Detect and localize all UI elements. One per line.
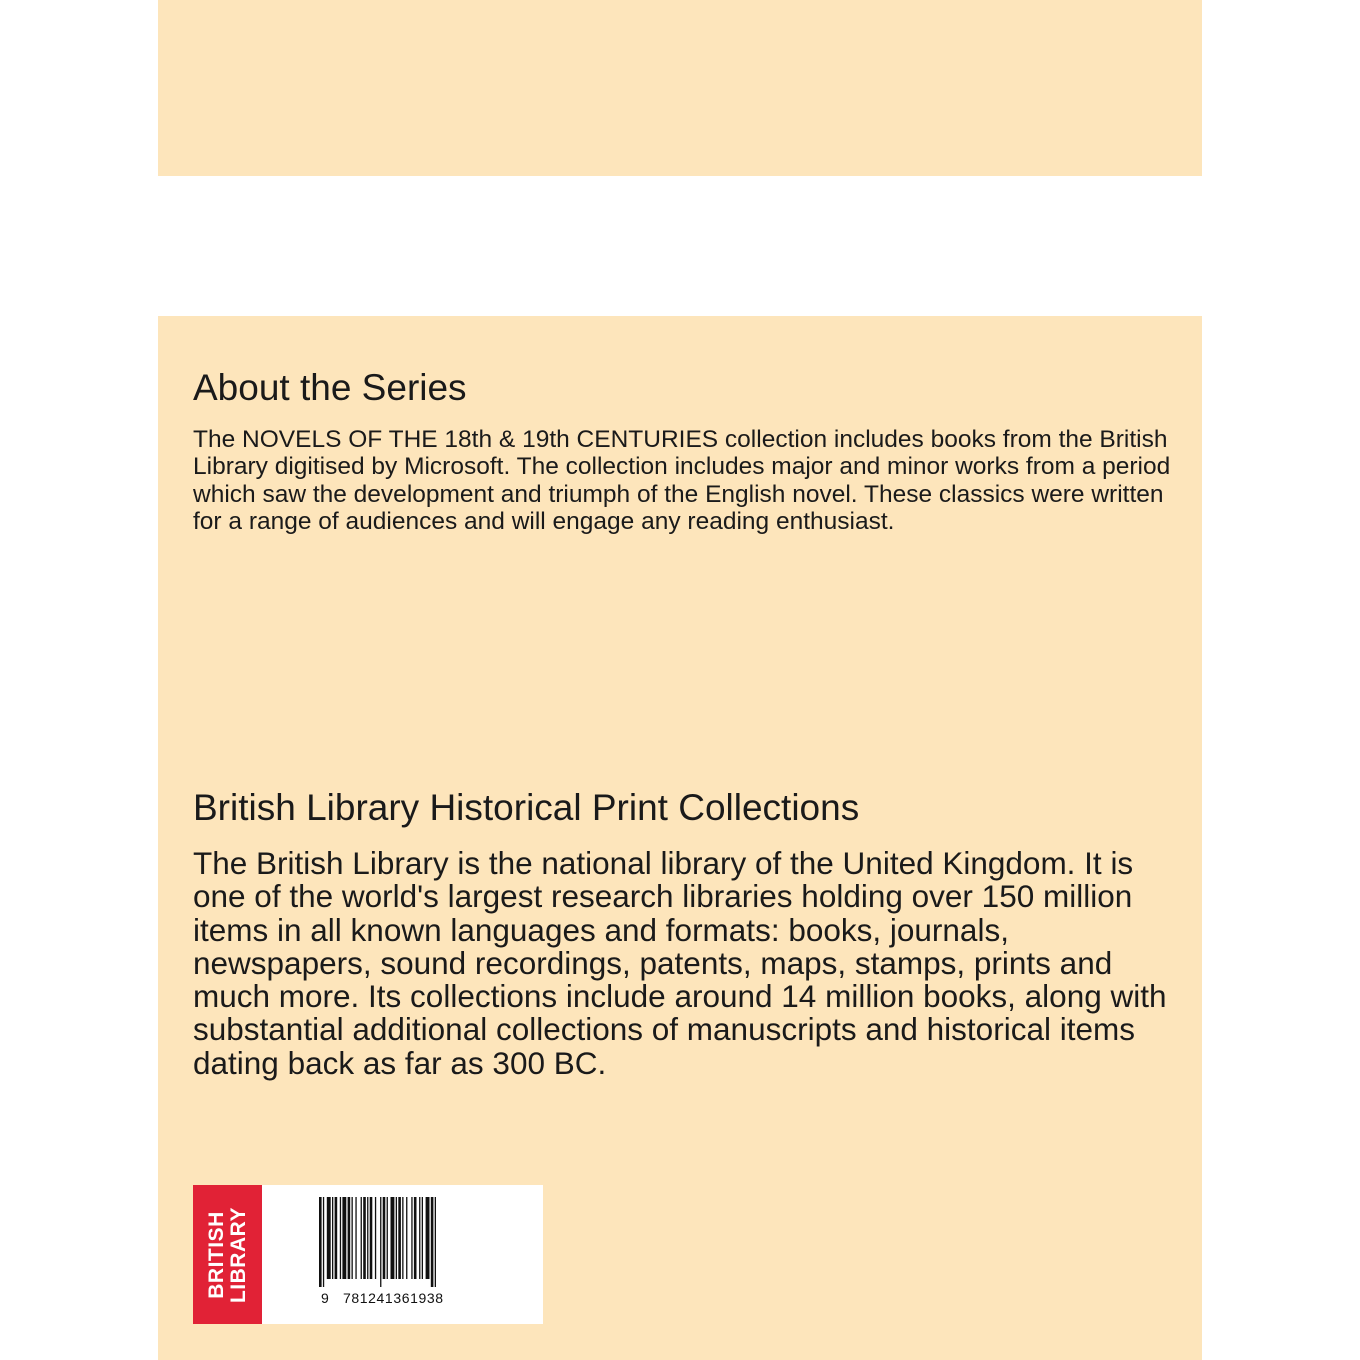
barcode-bar <box>426 1197 430 1279</box>
barcode-bar <box>375 1197 376 1279</box>
barcode-bar <box>348 1197 351 1279</box>
barcode-bar <box>411 1197 412 1279</box>
barcode-bar <box>422 1197 423 1279</box>
top-color-band <box>158 0 1202 176</box>
isbn-prefix-digit: 9 <box>321 1290 329 1306</box>
barcode-bar <box>342 1197 346 1279</box>
barcode-bar <box>419 1197 420 1279</box>
barcode-bar <box>387 1197 388 1279</box>
barcode-bar <box>335 1197 338 1279</box>
barcode-bar <box>370 1197 373 1279</box>
barcode-bar <box>363 1197 366 1279</box>
barcode-bar <box>391 1197 395 1279</box>
barcode-bar <box>323 1197 324 1287</box>
isbn-digits: 781241361938 <box>343 1290 444 1306</box>
barcode-bar <box>352 1197 353 1279</box>
british-library-logo <box>193 1185 262 1324</box>
barcode-bar <box>319 1197 322 1287</box>
about-series-heading: About the Series <box>193 367 467 408</box>
barcode-bar <box>340 1197 341 1279</box>
barcode-bar <box>431 1197 434 1287</box>
logo-line-library: LIBRARY <box>226 1206 250 1303</box>
about-series-text: The NOVELS OF THE 18th & 19th CENTURIES collection includes books from the British Library digitised by Microsoft. The collection includes major and minor works from a period which saw the development and triumph of the English novel. These classics were written for a range of audiences and will engage any reading enthusiast. <box>193 426 1171 536</box>
isbn-barcode <box>319 1197 469 1287</box>
barcode-bar <box>396 1197 397 1279</box>
barcode-bar <box>398 1197 401 1279</box>
logo-line-british: BRITISH <box>204 1210 228 1299</box>
barcode-bar <box>367 1197 368 1279</box>
collections-heading: British Library Historical Print Collections <box>193 787 860 828</box>
barcode-bar <box>361 1197 362 1279</box>
barcode-bar <box>327 1197 331 1279</box>
barcode-bar <box>332 1197 333 1279</box>
cover-text-panel <box>158 316 1202 1360</box>
barcode-bar <box>355 1197 356 1279</box>
barcode-bar <box>402 1197 403 1279</box>
barcode-bar <box>380 1197 381 1287</box>
barcode-bar <box>414 1197 417 1279</box>
collections-text: The British Library is the national library of the United Kingdom. It is one of the world's largest research libraries holding over 150 million items in all known languages and formats: books, journals, newspapers, sound recordings, patents, maps, stamps, prints and much more. Its collections include around 14 million books, along with substantial additional collections of manuscripts and historical items dating back as far as 300 BC. <box>193 845 1167 1081</box>
barcode-label <box>193 1185 543 1324</box>
barcode-bar <box>406 1197 407 1279</box>
logo-wordmark <box>206 1190 250 1320</box>
barcode-bar <box>383 1197 386 1279</box>
barcode-bar <box>435 1197 436 1287</box>
